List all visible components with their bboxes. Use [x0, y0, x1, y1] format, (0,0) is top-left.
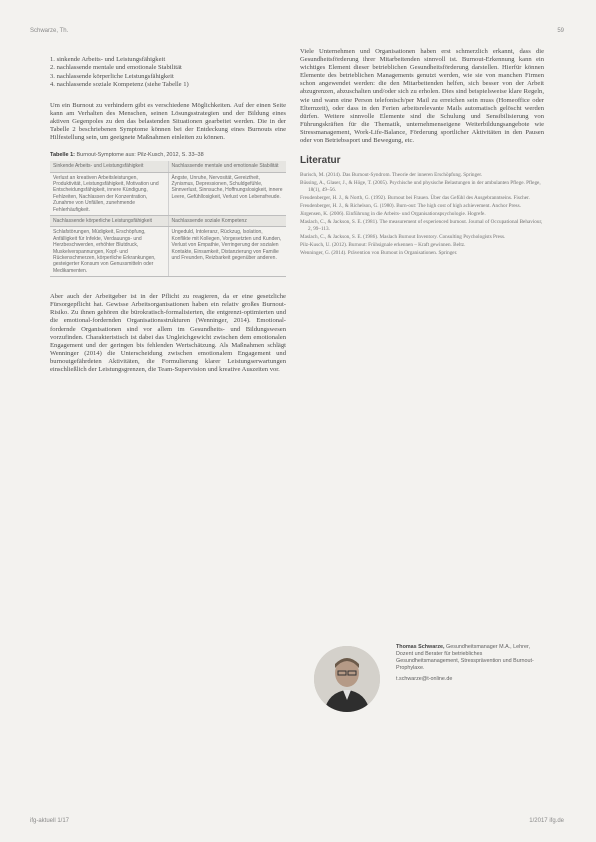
- page-number: 59: [557, 28, 564, 34]
- table-row: [50, 172, 286, 215]
- table-header-cell: Nachlassende soziale Kompetenz: [168, 215, 286, 226]
- table-row: [50, 227, 286, 277]
- table-row: [50, 161, 286, 172]
- table-header-cell: Nachlassende mentale und emotionale Stabilität: [168, 161, 286, 172]
- running-footer-right: 1/2017 ifg.de: [529, 818, 564, 824]
- symptom-list: [50, 56, 286, 90]
- table-cell: Ungeduld, Intoleranz, Rückzug, Isolation, Konflikte mit Kollegen, Vorgesetzten und Kunden, Verlust von Empathie, Verringerung der sozialen Kontakte, Einsamkeit, Distanzierung von Familie und Freunden, Reizbarkeit gegenüber anderen.: [168, 227, 286, 277]
- body-paragraph: Aber auch der Arbeitgeber ist in der Pflicht zu reagieren, da er eine gesetzliche Fürsorgepflicht hat. Gewisse Arbeitsorganisationen haben ein relativ großes Burnout-Risiko. Zu ihnen gehören die bürokratisch-formalisierten, die entgrenzt-optimierten und die emotional-fordernden Organisationsstrukturen (Wenninger, 2014). Emotional-fordernde Organisationen sind vor allem im Gesundheits- und Bildungswesen vorzufinden. Charakteristisch ist dabei das Ungleichgewicht zwischen dem emotionalen Engagement und der geringen bis fehlenden Wertschätzung. Als Maßnahmen schlägt Wenninger (2014) die Unterscheidung zwischen emotionalem Engagement und burnoutgefährdeten Aktivitäten, die Formulierung klarer Leistungserwartungen einschließlich der Leistungsgrenzen, die Team-Supervision und kreative Auszeiten vor.: [50, 293, 286, 374]
- literatur-heading: Literatur: [300, 155, 341, 167]
- table-caption: [50, 152, 286, 158]
- right-column: [300, 48, 544, 258]
- table-header-cell: Nachlassende körperliche Leistungsfähigkeit: [50, 215, 168, 226]
- reference-item: Büssing, A., Glaser, J., & Höge, T. (2005). Psychische und physische Belastungen in der ambulanten Pflege. Pflege, 18(1), 49–56.: [300, 180, 541, 193]
- reference-item: Maslach, C., & Jackson, S. E. (1981). The measurement of experienced burnout. Journal of Occupational Behaviour, 2, 99–113.: [300, 219, 543, 232]
- reference-item: Jürgensen, K. (2006). Einführung in die Arbeits- und Organisationspsychologie. Hogrefe.: [300, 211, 486, 218]
- reference-item: Freudenberger, H. J., & North, G. (1992). Burnout bei Frauen. Über das Gefühl des Ausgebranntseins. Fischer.: [300, 194, 530, 201]
- list-item: 3. nachlassende körperliche Leistungsfähigkeit: [50, 72, 174, 80]
- reference-item: Burisch, M. (2014). Das Burnout-Syndrom. Theorie der inneren Erschöpfung. Springer.: [300, 172, 483, 179]
- author-name: Thomas Schwarze,: [396, 644, 445, 650]
- list-item: 4. nachlassende soziale Kompetenz (siehe Tabelle 1): [50, 81, 189, 89]
- reference-item: Maslach, C., & Jackson, S. E. (1986). Maslach Burnout Inventory. Consulting Psychologists Press.: [300, 233, 506, 240]
- table-cell: Verlust an kreativen Arbeitsleistungen, Produktivität, Leistungsfähigkeit, Motivation und Entscheidungsfähigkeit, innere Kündigung, Fehlzeiten, Nachlassen der Konzentration, Zunahme von Unfällen, zunehmende Fehlerhäufigkeit.: [50, 172, 168, 215]
- table-cell: Ängste, Unruhe, Nervosität, Gereiztheit, Zynismus, Depressionen, Schuldgefühle, Sinnverlust, Sinnsuche, Hoffnungslosigkeit, innere Leere, Gefühllosigkeit, Verlust von Lebensfreude.: [168, 172, 286, 215]
- author-box: [310, 640, 550, 720]
- table-header-cell: Sinkende Arbeits- und Leistungsfähigkeit: [50, 161, 168, 172]
- author-bio: [396, 644, 544, 683]
- running-header-left: Schwarze, Th.: [30, 28, 69, 34]
- left-column: [50, 56, 286, 378]
- table-row: [50, 215, 286, 226]
- author-portrait-icon: [314, 646, 380, 712]
- running-footer-left: ifg-aktuell 1/17: [30, 818, 70, 824]
- body-paragraph: Viele Unternehmen und Organisationen haben erst schmerzlich erkannt, dass die Gesundheitsförderung ihrer Mitarbeitenden sinnvoll ist. Burnout-Erkennung kann ein wichtiges Element dieser betrieblichen Gesundheitsförderung darstellen. Hierfür können Elemente des betrieblichen Managements genutzt werden, wie sie von manchen Firmen schon angewendet werden: die den Mitarbeitenden helfen, sich besser von der Arbeit abzugrenzen, abzuschalten und/oder sich zu erholen. Dies sind beispielsweise klare Regeln, wie und wann eine Person telefonisch/per Mail zu erreichen sein muss (Homeoffice oder Elternzeit), oder dass in den Ferien arbeitsrelevante Mails automatisch gelöscht werden dürfen. Weitere sinnvolle Elemente sind die Schulung und Sensibilisierung von Führungskräften für die Thematik, unternehmenseigene Weiterbildungsangebote wie Stressmanagement, Work-Life-Balance, Förderung sportlicher Aktivitäten in den Pausen oder von Betriebssport und Bewegung, etc.: [300, 48, 544, 145]
- author-description: Gesundheitsmanager M.A., Lehrer, Dozent und Berater für betriebliches Gesundheitsmanagement, Stressprävention und Burnout-Prophylaxe.: [396, 644, 534, 671]
- author-photo: [314, 646, 380, 712]
- list-item: 1. sinkende Arbeits- und Leistungsfähigkeit: [50, 56, 166, 63]
- table-cell: Schlafstörungen, Müdigkeit, Erschöpfung, Anfälligkeit für Infekte, Verdauungs- und Herzbeschwerden, erhöhter Blutdruck, Muskelverspannungen, Kopf- und Rückenschmerzen, körperliche Erkrankungen, gesteigerter Konsum von Genussmitteln oder Medikamenten.: [50, 227, 168, 277]
- reference-list: [300, 172, 544, 257]
- reference-item: Wenninger, G. (2014). Prävention von Burnout in Organisationen. Springer.: [300, 250, 458, 257]
- list-item: 2. nachlassende mentale und emotionale Stabilität: [50, 64, 182, 72]
- reference-item: Freudenberger, H. J., & Richelson, G. (1980). Burn-out: The high cost of high achievement. Anchor Press.: [300, 203, 521, 209]
- body-paragraph: Um ein Burnout zu verhindern gibt es verschiedene Möglichkeiten. Auf der einen Seite kann am Verhalten des Menschen, seinen Lösungsstrategien und der Bildung eines aktiven Gegenpoles zu den das belastenden Situationen gearbeitet werden. Die in der Tabelle 2 beschriebenen Symptome können bei der Entdeckung eines Burnouts eine Hilfestellung sein, um geeignete Maßnahmen einleiten zu können.: [50, 101, 286, 141]
- symptom-table: [50, 161, 286, 277]
- table-caption-text: Burnout-Symptome aus: Pilz-Kusch, 2012, S. 33–38: [76, 152, 204, 159]
- table-label: Tabelle 1:: [50, 152, 75, 159]
- author-email[interactable]: t.schwarze@t-online.de: [396, 676, 453, 682]
- reference-item: Pilz-Kusch, U. (2012). Burnout: Frühsignale erkennen – Kraft gewinnen. Beltz.: [300, 241, 466, 248]
